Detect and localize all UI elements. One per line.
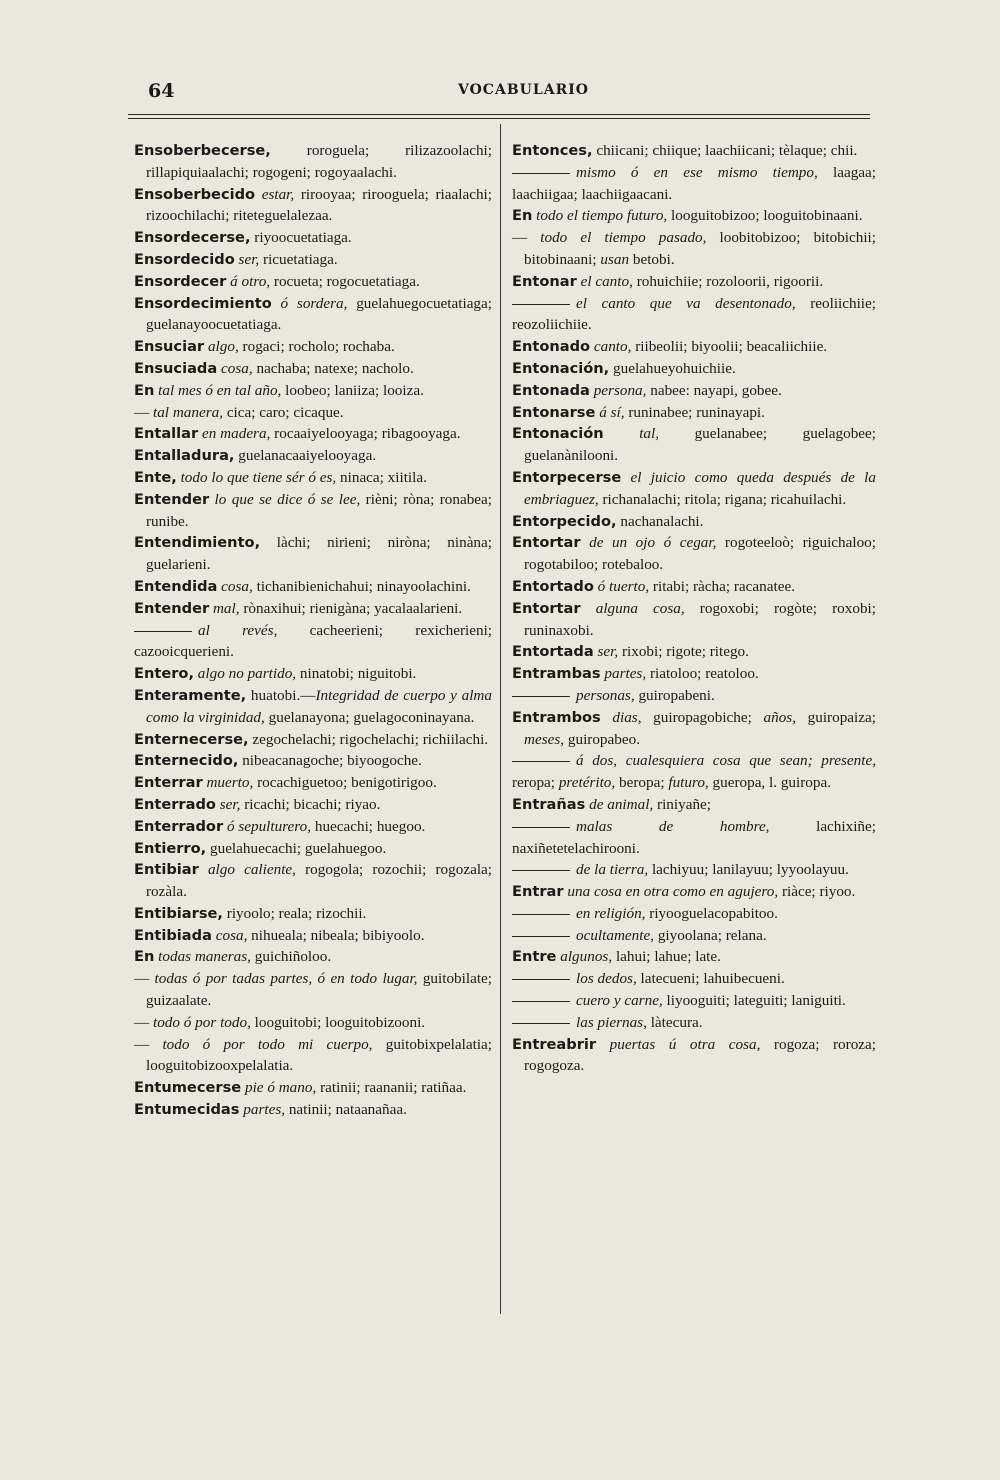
translation: guelanayona; guelagoconinayana. xyxy=(264,708,475,726)
dictionary-entry xyxy=(134,1034,492,1078)
headword: Enternecerse, xyxy=(134,730,249,748)
headword: En xyxy=(134,381,155,399)
translation: guiropaiza; xyxy=(796,708,876,726)
headword: Entumecidas xyxy=(134,1101,240,1119)
usage-note: el canto que va desentonado, xyxy=(576,294,796,312)
dictionary-entry xyxy=(134,293,492,337)
dictionary-entry xyxy=(512,293,876,337)
headword: Entender xyxy=(134,599,210,617)
headword: Entonada xyxy=(512,381,590,399)
usage-note: ser, xyxy=(215,795,241,813)
dictionary-entry xyxy=(512,271,876,293)
usage-note: ó sordera, xyxy=(271,294,348,312)
usage-note: futuro, xyxy=(664,774,709,792)
headword: Entreabrir xyxy=(512,1035,597,1053)
column-divider xyxy=(500,124,501,1314)
repeat-dash xyxy=(512,696,570,697)
translation: guelahueyohuichiie. xyxy=(609,359,736,377)
usage-note: algo, xyxy=(204,338,239,356)
page-header xyxy=(148,80,868,102)
usage-note: todo ó por todo mi cuerpo, xyxy=(162,1035,373,1053)
translation: betobi. xyxy=(629,250,675,268)
repeat-dash xyxy=(512,914,570,915)
usage-note: en religión, xyxy=(576,904,646,922)
dictionary-entry xyxy=(512,402,876,424)
headword: Ensordecerse, xyxy=(134,229,251,247)
usage-note: pretérito, xyxy=(555,774,616,792)
usage-note: todo ó por todo, xyxy=(152,1013,251,1031)
dictionary-entry xyxy=(512,685,876,707)
repeat-dash xyxy=(512,173,570,174)
translation: looguitobizoo; looguitobinaani. xyxy=(667,207,863,225)
headword: Ensordecimiento xyxy=(134,294,272,312)
dictionary-entry xyxy=(134,729,492,751)
headword: Entibiarse, xyxy=(134,904,223,922)
headword: Entalladura, xyxy=(134,447,235,465)
dictionary-entry xyxy=(512,881,876,903)
headword: Entorpecido, xyxy=(512,512,617,530)
translation: riyooguelacopabitoo. xyxy=(645,904,778,922)
usage-note: todo lo que tiene sér ó es, xyxy=(176,468,337,486)
translation: làtecura. xyxy=(646,1013,703,1031)
running-head: VOCABULARIO xyxy=(458,82,589,98)
dictionary-entry xyxy=(134,358,492,380)
dictionary-entry xyxy=(512,227,876,271)
dictionary-entry xyxy=(134,772,492,794)
usage-note: las piernas, xyxy=(576,1013,647,1031)
usage-note: cosa, xyxy=(217,359,253,377)
translation: riatoloo; reatoloo. xyxy=(646,665,759,683)
dictionary-entry xyxy=(134,402,492,424)
dictionary-entry xyxy=(512,140,876,162)
page-number: 64 xyxy=(148,80,175,102)
dictionary-entry xyxy=(134,816,492,838)
dictionary-entry xyxy=(134,184,492,228)
dictionary-entry xyxy=(134,620,492,664)
usage-note: años, xyxy=(751,708,796,726)
dictionary-entry xyxy=(512,336,876,358)
translation: rocachiguetoo; benigotirigoo. xyxy=(253,774,437,792)
headword: Entrar xyxy=(512,883,564,901)
dictionary-entry xyxy=(134,838,492,860)
usage-note: cosa, xyxy=(217,577,253,595)
dictionary-entry xyxy=(512,663,876,685)
headword: Enterrar xyxy=(134,774,203,792)
translation: ninatobi; niguitobi. xyxy=(296,665,417,683)
usage-note: partes, xyxy=(600,665,647,683)
translation: rixobi; rigote; ritego. xyxy=(618,643,749,661)
headword: Entonar xyxy=(512,272,577,290)
header-rule-bottom xyxy=(128,118,870,119)
translation: lahui; lahue; late. xyxy=(612,948,721,966)
translation: ninaca; xiitila. xyxy=(336,468,427,486)
dictionary-entry xyxy=(134,859,492,903)
dictionary-entry xyxy=(512,358,876,380)
usage-note: todo el tiempo futuro, xyxy=(532,207,668,225)
usage-note: el juicio como queda después de la embriaguez, xyxy=(524,468,876,508)
translation: ritabi; ràcha; racanatee. xyxy=(649,577,795,595)
dictionary-entry xyxy=(134,423,492,445)
repeat-short-dash: — xyxy=(134,1013,153,1031)
translation: rohuichiie; rozoloorii, rigoorii. xyxy=(632,272,824,290)
translation: nachanalachi. xyxy=(616,512,704,530)
dictionary-entry xyxy=(512,1034,876,1078)
usage-note: todas ó por tadas partes, ó en todo lugar, xyxy=(154,970,418,988)
usage-note: de animal, xyxy=(585,795,654,813)
usage-note: los dedos, xyxy=(576,970,637,988)
headword: Entrambos xyxy=(512,708,601,726)
dictionary-entry xyxy=(512,532,876,576)
usage-note: pie ó mano, xyxy=(241,1079,317,1097)
dictionary-entry xyxy=(512,925,876,947)
dictionary-entry xyxy=(134,1077,492,1099)
usage-note: lo que se dice ó se lee, xyxy=(209,490,361,508)
usage-note: cuero y carne, xyxy=(576,992,663,1010)
usage-note: estar, xyxy=(255,185,295,203)
usage-note: puertas ú otra cosa, xyxy=(596,1035,761,1053)
translation: reoliichiie; reozoliichiie. xyxy=(512,294,876,334)
repeat-dash xyxy=(512,936,570,937)
usage-note: cosa, xyxy=(211,926,248,944)
translation: ricuetatiaga. xyxy=(259,250,338,268)
translation: nibeacanagoche; biyoogoche. xyxy=(238,752,422,770)
translation: reropa; xyxy=(512,774,556,792)
repeat-short-dash: — xyxy=(512,229,541,247)
translation: giyoolana; relana. xyxy=(654,926,767,944)
dictionary-entry xyxy=(134,946,492,968)
translation: chiicani; chiique; laachiicani; tèlaque; chii. xyxy=(592,142,858,159)
headword: Entonación xyxy=(512,425,604,443)
dictionary-entry xyxy=(134,794,492,816)
dictionary-entry xyxy=(134,380,492,402)
dictionary-entry xyxy=(134,467,492,489)
usage-note: mismo ó en ese mismo tiempo, xyxy=(576,163,818,181)
right-column xyxy=(512,140,876,1077)
usage-note: algo caliente, xyxy=(198,861,296,879)
translation: nachaba; natexe; nacholo. xyxy=(252,359,414,377)
repeat-dash xyxy=(134,631,192,632)
headword: Ensuciada xyxy=(134,359,218,377)
headword: Entumecerse xyxy=(134,1079,242,1097)
usage-note: ser, xyxy=(593,643,619,661)
headword: Entero, xyxy=(134,665,194,683)
translation: guitobilate; guizaalate. xyxy=(146,970,492,1010)
dictionary-entry xyxy=(512,467,876,511)
usage-note: tal mes ó en tal año, xyxy=(154,381,282,399)
dictionary-entry xyxy=(134,1099,492,1121)
usage-note: el canto, xyxy=(576,272,633,290)
usage-note: muerto, xyxy=(202,774,254,792)
dictionary-entry xyxy=(512,162,876,206)
translation: rocueta; rogocuetatiaga. xyxy=(270,272,420,290)
headword: Entrañas xyxy=(512,795,586,813)
usage-note: ser, xyxy=(234,250,260,268)
headword: Entibiar xyxy=(134,861,199,879)
dictionary-entry xyxy=(134,249,492,271)
repeat-dash xyxy=(512,979,570,980)
dictionary-entry xyxy=(512,707,876,751)
headword: Entendimiento, xyxy=(134,534,261,552)
dictionary-entry xyxy=(134,663,492,685)
translation: guitobixpelalatia; looguitobizooxpelalatia. xyxy=(146,1035,493,1075)
translation: natinii; nataanañaa. xyxy=(285,1101,407,1119)
usage-note: canto, xyxy=(590,338,632,356)
usage-note: mal, xyxy=(209,599,240,617)
usage-note: algo no partido, xyxy=(194,665,297,683)
usage-note: Integridad de cuerpo y alma como la virginidad, xyxy=(146,686,492,726)
translation: guelanabee; guelagobee; guelanànilooni. xyxy=(524,425,876,465)
translation: rogaci; rocholo; rochaba. xyxy=(238,338,395,356)
dictionary-entry xyxy=(134,271,492,293)
translation: guiropagobiche; xyxy=(641,708,752,726)
translation: loobeo; laniiza; looiza. xyxy=(281,381,424,399)
dictionary-entry xyxy=(512,946,876,968)
usage-note: ó tuerto, xyxy=(593,577,650,595)
usage-note: á otro, xyxy=(226,272,271,290)
dictionary-entry xyxy=(134,903,492,925)
translation: riàce; riyoo. xyxy=(778,883,856,901)
headword: Entallar xyxy=(134,425,199,443)
dictionary-entry xyxy=(134,968,492,1012)
translation: zegochelachi; rigochelachi; richiilachi. xyxy=(248,730,489,748)
dictionary-entry xyxy=(134,750,492,772)
headword: Ensoberbecido xyxy=(134,185,256,203)
usage-note: persona, xyxy=(589,381,647,399)
headword: Entonarse xyxy=(512,403,596,421)
usage-note: al revés, xyxy=(198,621,278,639)
usage-note: personas, xyxy=(576,686,635,704)
translation: huecachi; huegoo. xyxy=(311,817,426,835)
headword: Entender xyxy=(134,490,210,508)
left-column xyxy=(134,140,492,1121)
translation: cacheerieni; rexicherieni; cazooicquerieni. xyxy=(134,621,493,661)
repeat-dash xyxy=(512,304,570,305)
usage-note: partes, xyxy=(239,1101,286,1119)
dictionary-entry xyxy=(512,903,876,925)
translation: guelahuegocuetatiaga; guelanayoocuetatiaga. xyxy=(146,294,492,334)
headword: Entonado xyxy=(512,338,591,356)
dictionary-entry xyxy=(512,794,876,816)
headword: Entorpecerse xyxy=(512,468,622,486)
translation: loobitobizoo; bitobichii; bitobinaani; xyxy=(524,229,876,268)
translation: ricachi; bicachi; riyao. xyxy=(240,795,381,813)
translation: gueropa, l. guiropa. xyxy=(708,774,832,792)
translation: rirooyaa; rirooguela; riaalachi; rizoochilachi; riteteguelalezaa. xyxy=(146,185,492,225)
usage-note: malas de hombre, xyxy=(576,817,770,835)
headword: Entibiada xyxy=(134,926,212,944)
repeat-dash xyxy=(512,1001,570,1002)
usage-note: alguna cosa, xyxy=(580,599,685,617)
translation: guichiñoloo. xyxy=(250,948,332,966)
repeat-short-dash: — xyxy=(134,1035,163,1053)
dictionary-entry xyxy=(134,445,492,467)
translation: richanalachi; ritola; rigana; ricahuilachi. xyxy=(598,490,847,508)
headword: Enterrado xyxy=(134,795,216,813)
translation: liyooguiti; lateguiti; laniguiti. xyxy=(662,992,846,1010)
usage-note: usan xyxy=(596,250,630,268)
dictionary-entry xyxy=(134,140,492,184)
dictionary-entry xyxy=(512,380,876,402)
dictionary-entry xyxy=(134,576,492,598)
usage-note: tal manera, xyxy=(152,403,224,421)
dictionary-entry xyxy=(134,685,492,729)
repeat-short-dash: — xyxy=(134,970,155,988)
translation: rogoza; roroza; rogogoza. xyxy=(524,1035,877,1075)
usage-note: á sí, xyxy=(595,403,625,421)
usage-note: tal, xyxy=(603,425,660,443)
headword: Entonces, xyxy=(512,142,593,159)
translation: beropa; xyxy=(615,774,665,792)
translation: riyoocuetatiaga. xyxy=(250,229,352,247)
translation: lachixiñe; naxiñetetelachirooni. xyxy=(512,817,876,857)
translation: guiropabeo. xyxy=(564,730,640,748)
translation: riibeolii; biyoolii; beacaliichiie. xyxy=(631,338,828,356)
headword: Ensordecer xyxy=(134,272,227,290)
headword: Entrambas xyxy=(512,665,601,683)
dictionary-entry xyxy=(512,990,876,1012)
headword: Entre xyxy=(512,948,557,966)
dictionary-entry xyxy=(512,511,876,533)
headword: Entonación, xyxy=(512,359,610,377)
headword: En xyxy=(512,207,533,225)
translation: nabee: nayapi, gobee. xyxy=(646,381,782,399)
headword: Entortar xyxy=(512,599,581,617)
dictionary-entry xyxy=(512,816,876,860)
translation: rogogola; rozochii; rogozala; rozàla. xyxy=(146,861,492,901)
dictionary-entry xyxy=(512,750,876,794)
translation: nihueala; nibeala; bibiyoolo. xyxy=(247,926,425,944)
dictionary-entry xyxy=(134,925,492,947)
translation: cica; caro; cicaque. xyxy=(223,403,344,421)
repeat-short-dash: — xyxy=(134,403,153,421)
dictionary-entry xyxy=(512,576,876,598)
translation: guiropabeni. xyxy=(634,686,715,704)
usage-note: meses, xyxy=(524,730,565,748)
usage-note: en madera, xyxy=(198,425,271,443)
dictionary-entry xyxy=(134,336,492,358)
translation: rièni; ròna; ronabea; runibe. xyxy=(146,490,492,530)
headword: Ensordecido xyxy=(134,250,235,268)
dictionary-entry xyxy=(512,598,876,642)
usage-note: dias, xyxy=(600,708,642,726)
headword: Entortar xyxy=(512,534,581,552)
repeat-dash xyxy=(512,870,570,871)
dictionary-entry xyxy=(512,423,876,467)
translation: rònaxihui; rienigàna; yacalaalarieni. xyxy=(239,599,463,617)
headword: Enternecido, xyxy=(134,752,239,770)
headword: Ensoberbecerse, xyxy=(134,142,271,159)
usage-note: á dos, cualesquiera cosa que sean; presente, xyxy=(576,752,876,770)
dictionary-entry xyxy=(512,641,876,663)
translation: huatobi.— xyxy=(246,686,316,704)
headword: Entendida xyxy=(134,577,218,595)
dictionary-entry xyxy=(512,205,876,227)
repeat-dash xyxy=(512,1023,570,1024)
usage-note: una cosa en otra como en agujero, xyxy=(563,883,779,901)
translation: riniyañe; xyxy=(653,795,712,813)
translation: latecueni; lahuibecueni. xyxy=(636,970,785,988)
translation: runinabee; runinayapi. xyxy=(624,403,765,421)
repeat-dash xyxy=(512,827,570,828)
headword: Ensuciar xyxy=(134,338,205,356)
headword: En xyxy=(134,948,155,966)
usage-note: ó sepulturero, xyxy=(223,817,312,835)
translation: rocaaiyelooyaga; ribagooyaga. xyxy=(270,425,461,443)
header-rule-top xyxy=(128,114,870,115)
headword: Ente, xyxy=(134,468,177,486)
headword: Enterrador xyxy=(134,817,224,835)
translation: ratinii; raananii; ratiñaa. xyxy=(316,1079,467,1097)
dictionary-entry xyxy=(134,489,492,533)
dictionary-entry xyxy=(134,532,492,576)
translation: laagaa; laachiigaa; laachiigaacani. xyxy=(512,163,876,203)
usage-note: de la tierra, xyxy=(576,861,649,879)
translation: looguitobi; looguitobizooni. xyxy=(250,1013,426,1031)
headword: Enteramente, xyxy=(134,686,247,704)
dictionary-entry xyxy=(512,968,876,990)
usage-note: ocultamente, xyxy=(576,926,655,944)
translation: roroguela; rilizazoolachi; rillapiquiaalachi; rogogeni; rogoyaalachi. xyxy=(146,142,492,181)
translation: guelahuecachi; guelahuegoo. xyxy=(206,839,387,857)
dictionary-entry xyxy=(134,1012,492,1034)
headword: Entortado xyxy=(512,577,594,595)
translation: riyoolo; reala; rizochii. xyxy=(222,904,367,922)
translation: rogoteeloò; riguichaloo; rogotabiloo; rotebaloo. xyxy=(524,534,876,574)
dictionary-entry xyxy=(512,1012,876,1034)
usage-note: de un ojo ó cegar, xyxy=(580,534,717,552)
translation: guelanacaaiyelooyaga. xyxy=(234,447,377,465)
headword: Entortada xyxy=(512,643,594,661)
usage-note: todo el tiempo pasado, xyxy=(540,229,707,247)
usage-note: algunos, xyxy=(556,948,613,966)
translation: làchi; nirieni; niròna; ninàna; guelarieni. xyxy=(146,534,492,574)
dictionary-entry xyxy=(134,598,492,620)
dictionary-entry xyxy=(512,859,876,881)
usage-note: todas maneras, xyxy=(154,948,251,966)
translation: tichanibienichahui; ninayoolachini. xyxy=(252,577,471,595)
translation: rogoxobi; rogòte; roxobi; runinaxobi. xyxy=(524,599,876,639)
headword: Entierro, xyxy=(134,839,207,857)
repeat-dash xyxy=(512,761,570,762)
translation: lachiyuu; lanilayuu; lyyoolayuu. xyxy=(648,861,849,879)
dictionary-entry xyxy=(134,227,492,249)
